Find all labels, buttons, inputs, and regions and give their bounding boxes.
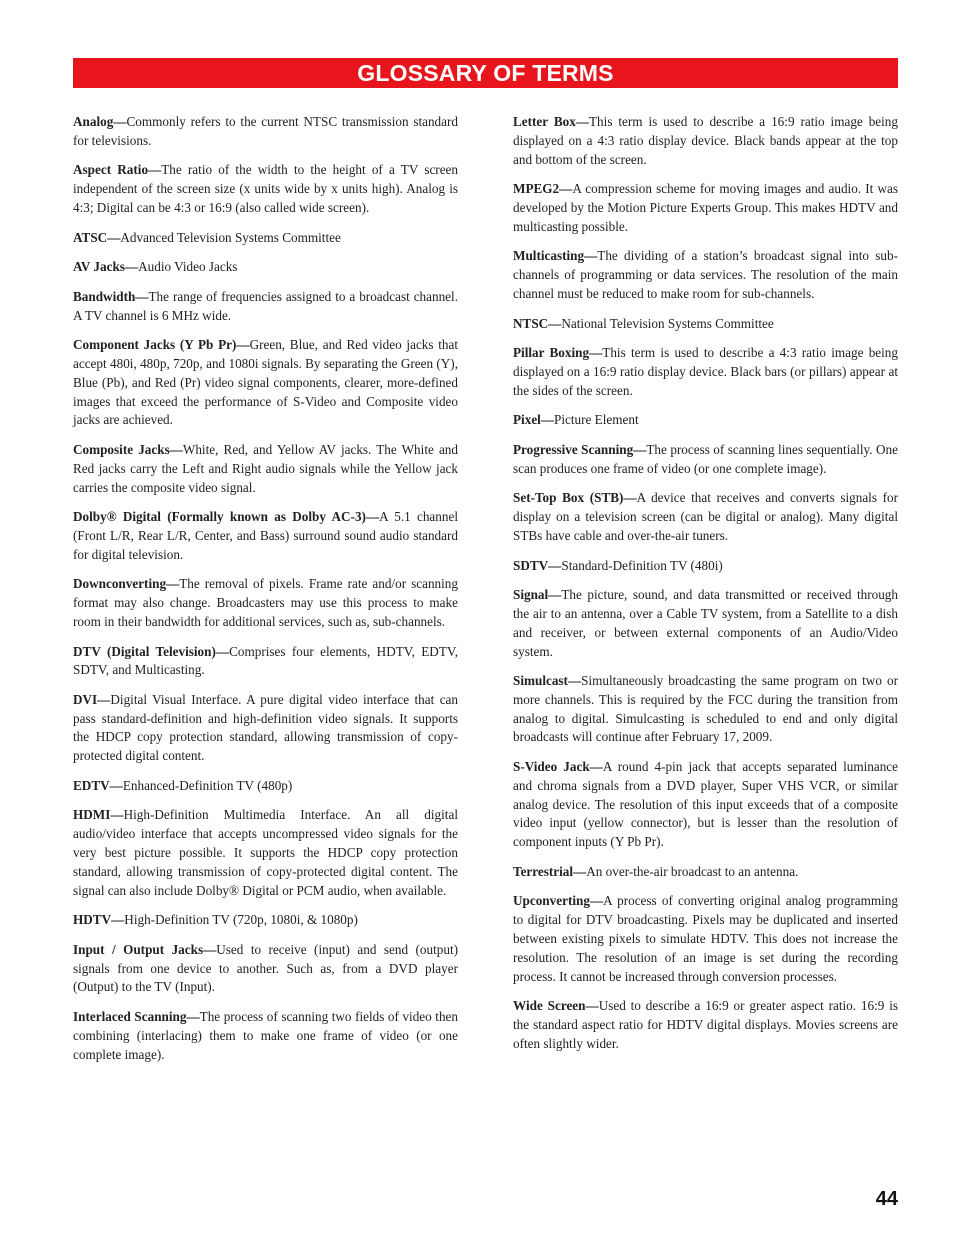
glossary-definition: Used to receive (input) and send (output) signals from one device to another. Such as, from a DVD player (Output) to the TV (Input).: [73, 941, 458, 995]
glossary-entry: [513, 489, 898, 545]
glossary-definition: An over-the-air broadcast to an antenna.: [586, 863, 799, 879]
glossary-entry: [73, 1008, 458, 1064]
glossary-definition: Green, Blue, and Red video jacks that accept 480i, 480p, 720p, and 1080i signals. By separating the Green (Y), Blue (Pb), and Red (Pr) video signal components, clearer, more-defined images that exceed the performance of S-Video and Composite video jacks are achieved.: [73, 337, 459, 428]
glossary-definition: A process of converting original analog programming to digital for DTV broadcasting. Pixels may be duplicated and inserted between existing pixels to simulate HDTV. This does not increase the resolution. The resolution of an image is set during the recording process. It cannot be increased through conversion processes.: [513, 893, 898, 984]
glossary-term: HDMI—: [73, 807, 124, 823]
glossary-term: Terrestrial—: [513, 863, 587, 879]
glossary-term: Pillar Boxing—: [513, 345, 603, 361]
glossary-definition: Standard-Definition TV (480i): [561, 557, 723, 573]
glossary-definition: High-Definition TV (720p, 1080i, & 1080p): [124, 912, 358, 928]
glossary-banner: [73, 58, 898, 88]
glossary-definition: The range of frequencies assigned to a broadcast channel. A TV channel is 6 MHz wide.: [73, 288, 458, 323]
glossary-entry: [513, 441, 898, 479]
glossary-entry: [73, 441, 458, 497]
glossary-term: HDTV—: [73, 912, 125, 928]
glossary-term: Analog—: [73, 114, 127, 129]
glossary-term: DTV (Digital Television)—: [73, 643, 230, 659]
glossary-term: Progressive Scanning—: [513, 441, 647, 457]
glossary-term: MPEG2—: [513, 181, 573, 197]
glossary-entry: [513, 672, 898, 747]
glossary-term: Multicasting—: [513, 248, 598, 264]
glossary-definition: The process of scanning lines sequentially. One scan produces one frame of video (or one complete image).: [513, 441, 898, 476]
glossary-definition: Digital Visual Interface. A pure digital video interface that can pass standard-definition and high-definition video signals. It supports the HDCP copy protection standard, allowing transmission of copy-protected digital content.: [73, 691, 458, 764]
glossary-definition: A 5.1 channel (Front L/R, Rear L/R, Center, and Bass) surround sound audio standard for digital television.: [73, 509, 458, 562]
glossary-entry: [513, 315, 898, 334]
glossary-definition: Comprises four elements, HDTV, EDTV, SDTV, and Multicasting.: [73, 643, 459, 678]
glossary-entry: [513, 344, 898, 400]
glossary-definition: Simultaneously broadcasting the same program on two or more channels. This is required by the FCC during the transition from analog to digital. Simulcasting is scheduled to end and only digital broadcasts will continue after February 17, 2009.: [513, 673, 898, 745]
page-title: GLOSSARY OF TERMS: [357, 60, 614, 86]
glossary-definition: This term is used to describe a 4:3 ratio image being displayed on a 16:9 ratio display device. Black bars (or pillars) appear at the sides of the screen.: [513, 345, 898, 398]
glossary-definition: Commonly refers to the current NTSC transmission standard for televisions.: [73, 114, 458, 148]
page-number: 44: [875, 1188, 898, 1210]
glossary-definition: A round 4-pin jack that accepts separated luminance and chroma signals from a DVD player, Super VHS VCR, or similar analog device. The resolution of this input exceeds that of a composite video input (yellow connector), but is lesser than the resolution of component inputs (Y Pb Pr).: [513, 759, 898, 850]
glossary-entry: [513, 863, 898, 882]
glossary-term: Pixel—: [513, 412, 555, 428]
glossary-term: AV Jacks—: [73, 259, 139, 275]
glossary-term: Aspect Ratio—: [73, 162, 162, 178]
glossary-entry: [513, 180, 898, 236]
glossary-term: Upconverting—: [513, 893, 604, 909]
glossary-entry: [73, 508, 458, 564]
glossary-entry: [73, 258, 458, 277]
glossary-definition: Picture Element: [554, 412, 639, 428]
glossary-term: Set-Top Box (STB)—: [513, 490, 637, 506]
glossary-entry: [73, 806, 458, 900]
glossary-term: Wide Screen—: [513, 998, 599, 1014]
glossary-term: Bandwidth—: [73, 288, 149, 304]
glossary-term: Interlaced Scanning—: [73, 1009, 200, 1025]
glossary-term: Signal—: [513, 587, 562, 603]
glossary-definition: Advanced Television Systems Committee: [120, 229, 341, 245]
glossary-term: Composite Jacks—: [73, 441, 183, 457]
glossary-entry: [513, 113, 898, 169]
glossary-term: Downconverting—: [73, 576, 180, 592]
glossary-entry: [513, 247, 898, 303]
glossary-term: ATSC—: [73, 229, 121, 245]
glossary-definition: The removal of pixels. Frame rate and/or scanning format may also change. Broadcasters may use this process to make room in their bandwidth for additional services, such as, sub-channels.: [73, 576, 458, 629]
glossary-definition: Audio Video Jacks: [138, 259, 238, 275]
glossary-definition: High-Definition Multimedia Interface. An all digital audio/video interface that accepts uncompressed video signals for the very best picture possible. It supports the HDCP copy protection standard, allowing transmission of copy-protected digital content. The signal can also include Dolby® Digital or PCM audio, when available.: [73, 807, 458, 898]
glossary-entry: [513, 758, 898, 852]
glossary-term: Component Jacks (Y Pb Pr)—: [73, 337, 250, 353]
glossary-column-left: [73, 113, 458, 1075]
glossary-definition: Used to describe a 16:9 or greater aspect ratio. 16:9 is the standard aspect ratio for HDTV digital displays. Movies screens are often slightly wider.: [513, 998, 898, 1051]
glossary-term: EDTV—: [73, 777, 123, 793]
glossary-entry: [73, 229, 458, 248]
glossary-definition: Enhanced-Definition TV (480p): [122, 777, 293, 793]
glossary-term: NTSC—: [513, 315, 562, 331]
glossary-definition: The ratio of the width to the height of a TV screen independent of the screen size (x units wide by x units high). Analog is 4:3; Digital can be 4:3 or 16:9 (also called wide screen).: [73, 162, 458, 215]
glossary-definition: A device that receives and converts signals for display on a television screen (can be digital or analog). Many digital STBs have cable and over-the-air tuners.: [513, 490, 898, 543]
glossary-definition: The picture, sound, and data transmitted or received through the air to an antenna, over a Cable TV system, from a Satellite to a dish and receiver, or between external components of an Audio/Video system.: [513, 587, 898, 659]
glossary-entry: [513, 411, 898, 430]
glossary-term: Letter Box—: [513, 114, 589, 129]
glossary-term: Dolby® Digital (Formally known as Dolby AC-3)—: [73, 509, 380, 525]
glossary-term: S-Video Jack—: [513, 759, 603, 775]
glossary-term: SDTV—: [513, 557, 562, 573]
glossary-entry: [73, 691, 458, 766]
glossary-entry: [73, 911, 458, 930]
glossary-entry: [513, 586, 898, 661]
glossary-term: Input / Output Jacks—: [73, 941, 217, 957]
glossary-definition: National Television Systems Committee: [561, 315, 774, 331]
glossary-definition: White, Red, and Yellow AV jacks. The White and Red jacks carry the Left and Right audio signals while the Yellow jack carries the composite video signal.: [73, 441, 458, 495]
glossary-entry: [73, 941, 458, 997]
glossary-entry: [73, 777, 458, 796]
glossary-definition: The dividing of a station’s broadcast signal into sub-channels of programming or data services. The resolution of the main channel must be reduced to make room for sub-channels.: [513, 248, 898, 301]
glossary-entry: [513, 997, 898, 1053]
glossary-term: Simulcast—: [513, 673, 582, 689]
glossary-definition: A compression scheme for moving images and audio. It was developed by the Motion Picture Experts Group. This makes HDTV and multicasting possible.: [513, 181, 898, 234]
glossary-entry: [73, 575, 458, 631]
glossary-entry: [73, 643, 458, 681]
glossary-column-right: [513, 113, 898, 1064]
glossary-entry: [73, 161, 458, 217]
glossary-entry: [513, 557, 898, 576]
glossary-definition: This term is used to describe a 16:9 ratio image being displayed on a 4:3 ratio display device. Black bands appear at the top and bottom of the screen.: [513, 114, 898, 167]
glossary-entry: [73, 336, 458, 430]
glossary-definition: The process of scanning two fields of video then combining (interlacing) them to make one frame of video (or one complete image).: [73, 1009, 458, 1062]
glossary-entry: [513, 892, 898, 986]
glossary-entry: [73, 113, 458, 151]
glossary-entry: [73, 288, 458, 326]
glossary-term: DVI—: [73, 691, 111, 707]
